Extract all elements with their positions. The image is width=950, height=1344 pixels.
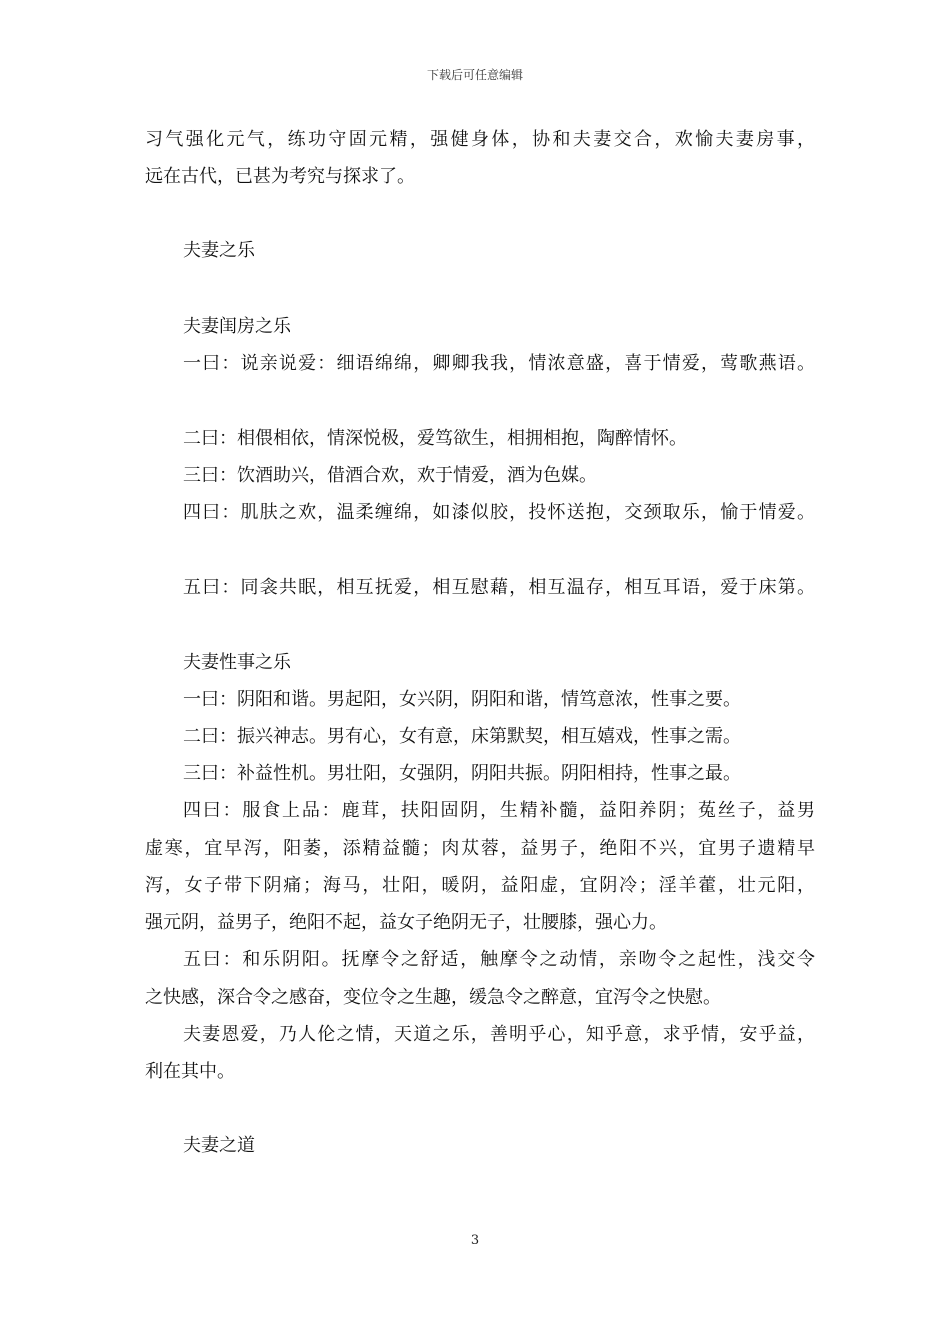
paragraph-line: 虚寒，宜早泻，阳萎，添精益髓；肉苁蓉，益男子，绝阳不兴，宜男子遗精早 [145, 838, 815, 859]
paragraph-line: 利在其中。 [145, 1061, 235, 1082]
list-item: 三曰：补益性机。男壮阳，女强阴，阴阳共振。阴阳相持，性事之最。 [183, 763, 741, 784]
paragraph-line: 远在古代，已甚为考究与探求了。 [145, 166, 415, 187]
subsection-heading: 夫妻闺房之乐 [183, 316, 291, 337]
paragraph-line: 泻，女子带下阴痛；海马，壮阳，暖阴，益阳虚，宜阴冷；淫羊藿，壮元阳， [145, 875, 815, 896]
list-item: 二曰：相偎相依，情深悦极，爱笃欲生，相拥相抱，陶醉情怀。 [183, 428, 687, 449]
paragraph-line: 之快感，深合令之感奋，变位令之生趣，缓急令之醉意，宜泻令之快慰。 [145, 987, 721, 1008]
list-item: 二曰：振兴神志。男有心，女有意，床第默契，相互嬉戏，性事之需。 [183, 726, 741, 747]
paragraph-line: 习气强化元气，练功守固元精，强健身体，协和夫妻交合，欢愉夫妻房事， [145, 129, 815, 150]
subsection-heading: 夫妻性事之乐 [183, 652, 291, 673]
page-number: 3 [470, 1233, 480, 1248]
list-item: 一曰：阴阳和谐。男起阳，女兴阴，阴阳和谐，情笃意浓，性事之要。 [183, 689, 741, 710]
paragraph-line: 四曰：服食上品：鹿茸，扶阳固阴，生精补髓，益阳养阴；菟丝子，益男 [183, 800, 815, 821]
section-heading: 夫妻之乐 [183, 240, 255, 261]
list-item: 一曰：说亲说爱：细语绵绵，卿卿我我，情浓意盛，喜于情爱，莺歌燕语。 [183, 353, 815, 374]
page-header: 下载后可任意编辑 [426, 68, 523, 82]
paragraph-line: 夫妻恩爱，乃人伦之情，天道之乐，善明乎心，知乎意，求乎情，安乎益， [183, 1024, 815, 1045]
list-item: 五曰：同衾共眠，相互抚爱，相互慰藉，相互温存，相互耳语，爱于床第。 [183, 577, 815, 598]
list-item: 三曰：饮酒助兴，借酒合欢，欢于情爱，酒为色媒。 [183, 465, 597, 486]
list-item: 四曰：肌肤之欢，温柔缠绵，如漆似胶，投怀送抱，交颈取乐，愉于情爱。 [183, 502, 815, 523]
section-heading: 夫妻之道 [183, 1135, 255, 1156]
paragraph-line: 强元阴，益男子，绝阳不起，益女子绝阴无子，壮腰膝，强心力。 [145, 912, 667, 933]
paragraph-line: 五曰：和乐阴阳。抚摩令之舒适，触摩令之动情，亲吻令之起性，浅交令 [183, 949, 815, 970]
